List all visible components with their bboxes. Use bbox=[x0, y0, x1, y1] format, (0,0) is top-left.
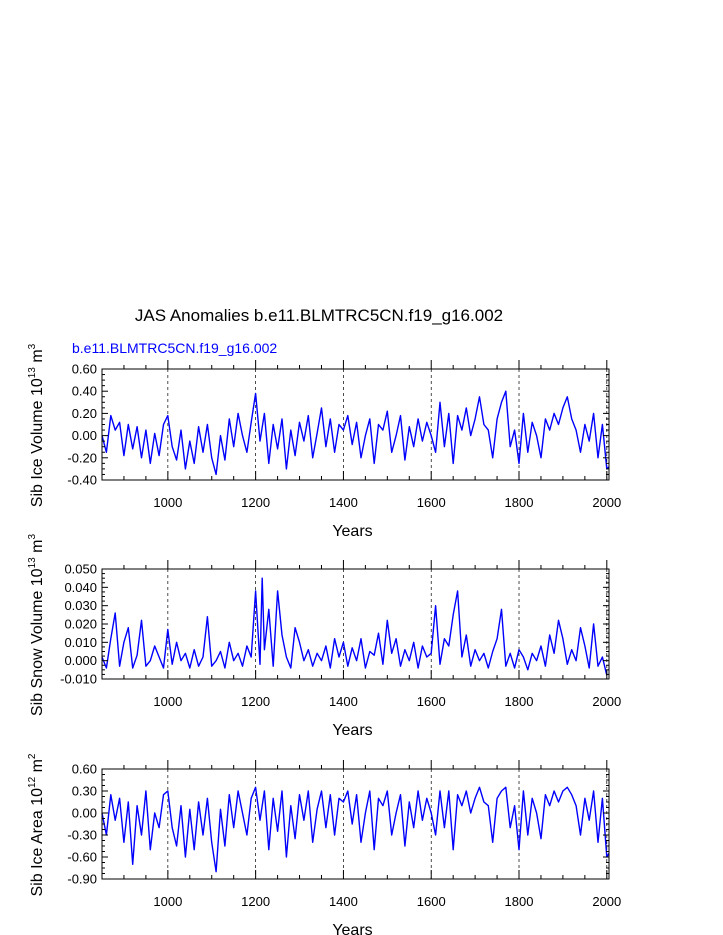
x-axis-label: Years bbox=[332, 523, 373, 540]
y-tick-label: -0.20 bbox=[67, 450, 97, 466]
y-tick-label: 0.030 bbox=[64, 598, 97, 614]
x-tick-label: 1400 bbox=[328, 694, 358, 709]
panel-snow-volume bbox=[27, 534, 621, 740]
y-tick-label: 0.020 bbox=[64, 616, 97, 632]
x-tick-label: 1600 bbox=[416, 694, 446, 709]
y-axis-label-unit: m bbox=[29, 349, 46, 368]
y-tick-label: 0.60 bbox=[71, 761, 97, 777]
y-tick-label: 0.00 bbox=[71, 805, 97, 821]
y-tick-label: -0.90 bbox=[67, 871, 97, 887]
series-line bbox=[102, 391, 609, 474]
x-tick-label: 2000 bbox=[592, 894, 622, 909]
y-tick-label: -0.010 bbox=[60, 671, 97, 687]
y-axis-label bbox=[27, 753, 46, 896]
x-tick-label: 1400 bbox=[328, 495, 358, 510]
y-tick-label: 0.010 bbox=[64, 634, 97, 650]
x-tick-label: 1800 bbox=[504, 495, 534, 510]
y-tick-label: 0.30 bbox=[71, 783, 97, 799]
y-axis-label-exponent: 13 bbox=[27, 557, 38, 569]
y-axis-label-exponent: 12 bbox=[27, 776, 38, 788]
series-line bbox=[102, 787, 609, 871]
y-tick-label: -0.30 bbox=[67, 827, 97, 843]
x-tick-label: 1200 bbox=[241, 694, 271, 709]
y-tick-label: 0.040 bbox=[64, 579, 97, 595]
y-axis-label-text: Sib Ice Area 10 bbox=[29, 787, 46, 897]
x-axis-label: Years bbox=[332, 722, 373, 739]
y-axis-label-unit: m bbox=[29, 539, 46, 558]
y-tick-label: 0.20 bbox=[71, 405, 97, 421]
y-tick-label: 0.000 bbox=[64, 653, 97, 669]
x-tick-label: 1600 bbox=[416, 495, 446, 510]
y-tick-label: 0.40 bbox=[71, 383, 97, 399]
x-tick-label: 1000 bbox=[153, 694, 183, 709]
y-tick-label: 0.050 bbox=[64, 561, 97, 577]
x-tick-label: 1200 bbox=[241, 894, 271, 909]
y-axis-label-unit-exponent: 2 bbox=[27, 753, 38, 760]
y-tick-label: 0.00 bbox=[71, 428, 97, 444]
y-axis-label-text: Sib Ice Volume 10 bbox=[29, 378, 46, 508]
series-label: b.e11.BLMTRC5CN.f19_g16.002 bbox=[72, 340, 278, 356]
series-line bbox=[102, 578, 607, 675]
x-tick-label: 2000 bbox=[592, 694, 622, 709]
y-axis-label-unit-exponent: 3 bbox=[27, 533, 38, 540]
x-tick-label: 1400 bbox=[328, 894, 358, 909]
x-tick-label: 2000 bbox=[592, 495, 622, 510]
y-axis-label-unit-exponent: 3 bbox=[27, 343, 38, 350]
panel-ice-volume bbox=[27, 343, 621, 540]
y-axis-label-text: Sib Snow Volume 10 bbox=[29, 568, 46, 717]
y-axis-label bbox=[27, 343, 46, 507]
y-axis-label-unit: m bbox=[29, 759, 46, 777]
y-tick-label: -0.40 bbox=[67, 472, 97, 488]
x-tick-label: 1800 bbox=[504, 894, 534, 909]
x-tick-label: 1800 bbox=[504, 694, 534, 709]
y-tick-label: 0.60 bbox=[71, 361, 97, 377]
x-axis-label: Years bbox=[332, 922, 373, 935]
figure-title: JAS Anomalies b.e11.BLMTRC5CN.f19_g16.002 bbox=[134, 306, 504, 325]
plot-frame bbox=[102, 769, 609, 879]
y-axis-label-exponent: 13 bbox=[27, 367, 38, 379]
x-tick-label: 1600 bbox=[416, 894, 446, 909]
panel-ice-area bbox=[27, 753, 621, 935]
y-axis-label bbox=[27, 534, 46, 717]
plot-frame bbox=[102, 569, 609, 679]
x-tick-label: 1000 bbox=[153, 894, 183, 909]
x-tick-label: 1000 bbox=[153, 495, 183, 510]
x-tick-label: 1200 bbox=[241, 495, 271, 510]
y-tick-label: -0.60 bbox=[67, 849, 97, 865]
